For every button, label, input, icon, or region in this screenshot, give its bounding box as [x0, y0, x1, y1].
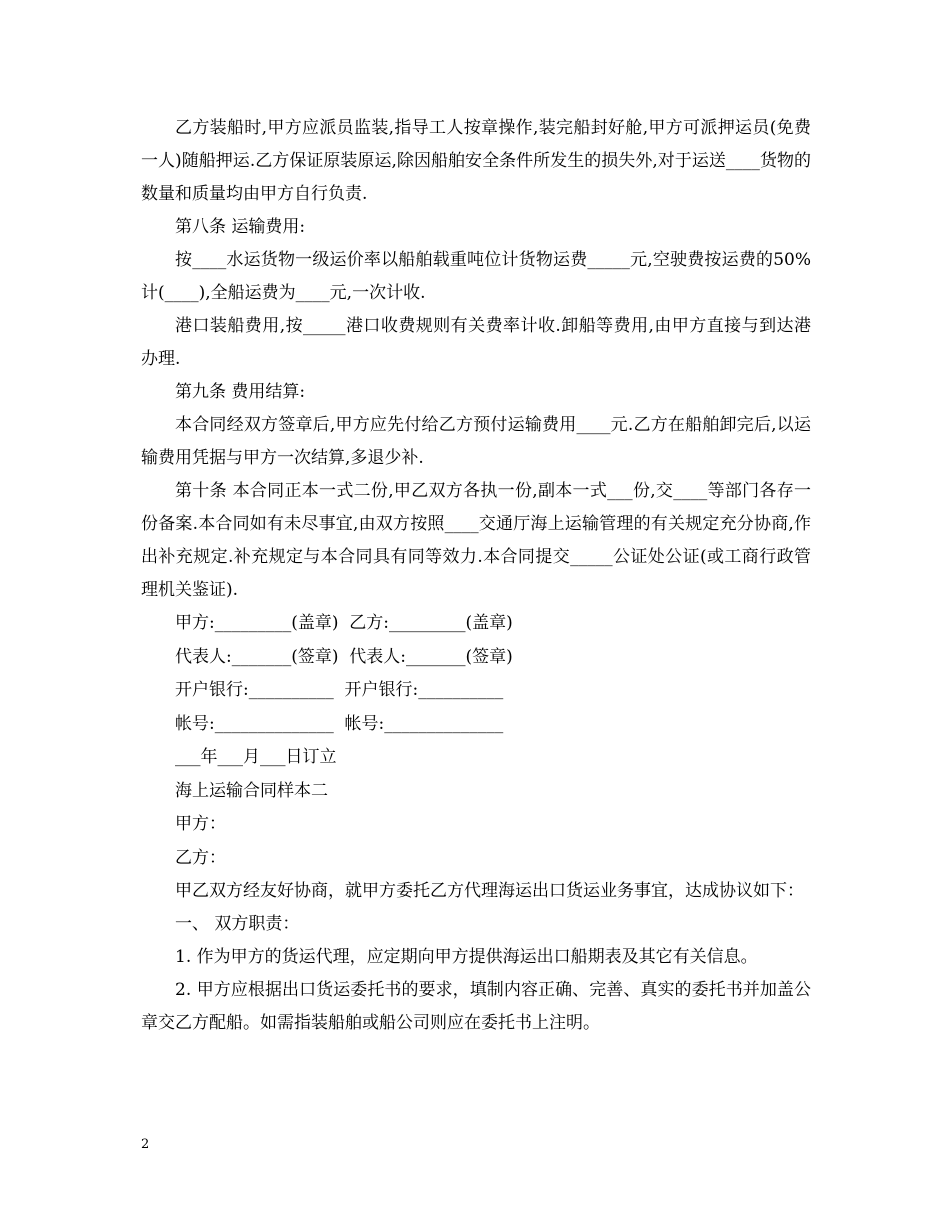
heading-duties: 一、 双方职责：	[175, 914, 300, 934]
sample-two-title: 海上运输合同样本二	[175, 780, 328, 801]
paragraph-freight-rate: 按____水运货物一级运价率以船舶载重吨位计货物运费_____元,空驶费按运费的50%计(____),全船运费为____元,一次计收.	[141, 250, 811, 303]
party-b-label: 乙方：	[175, 847, 226, 868]
paragraph-port-fees: 港口装船费用,按_____港口收费规则有关费率计收.卸船等费用,由甲方直接与到达港办理.	[141, 316, 811, 369]
signature-account-line: 帐号:______________ 帐号:______________	[175, 713, 504, 734]
heading-article-9: 第九条 费用结算:	[175, 382, 306, 402]
page-number: 2	[141, 1137, 150, 1152]
signature-date-line: ___年___月___日订立	[175, 747, 337, 767]
signature-bank-line: 开户银行:__________ 开户银行:__________	[175, 680, 504, 700]
signature-representative-line: 代表人:_______(签章) 代表人:_______(签章)	[175, 646, 513, 667]
heading-article-8: 第八条 运输费用:	[175, 217, 306, 237]
paragraph-settlement: 本合同经双方签章后,甲方应先付给乙方预付运输费用____元.乙方在船舶卸完后,以运输费用凭据与甲方一次结算,多退少补.	[141, 415, 811, 468]
paragraph-article-10: 第十条 本合同正本一式二份,甲乙双方各执一份,副本一式___份,交____等部门各存一份备案.本合同如有未尽事宜,由双方按照____交通厅海上运输管理的有关规定充分协商,作出补充规定.补充规定与本合同具有同等效力.本合同提交_____公证处公证(或工商行政管理机关鉴证).	[141, 481, 811, 600]
paragraph-duty-2: 2. 甲方应根据出口货运委托书的要求，填制内容正确、完善、真实的委托书并加盖公章交乙方配船。如需指装船舶或船公司则应在委托书上注明。	[141, 980, 811, 1033]
party-a-label: 甲方：	[175, 814, 226, 834]
paragraph-duty-1: 1. 作为甲方的货运代理，应定期向甲方提供海运出口船期表及其它有关信息。	[175, 947, 758, 967]
paragraph-agreement-intro: 甲乙双方经友好协商，就甲方委托乙方代理海运出口货运业务事宜，达成协议如下：	[175, 881, 804, 901]
signature-party-line: 甲方:_________(盖章) 乙方:_________(盖章)	[175, 613, 513, 633]
paragraph-loading-supervision: 乙方装船时,甲方应派员监装,指导工人按章操作,装完船封好舱,甲方可派押运员(免费一人)随船押运.乙方保证原装原运,除因船舶安全条件所发生的损失外,对于运送____货物的数量和质量均由甲方自行负责.	[141, 118, 811, 204]
document-body	[141, 112, 811, 1040]
